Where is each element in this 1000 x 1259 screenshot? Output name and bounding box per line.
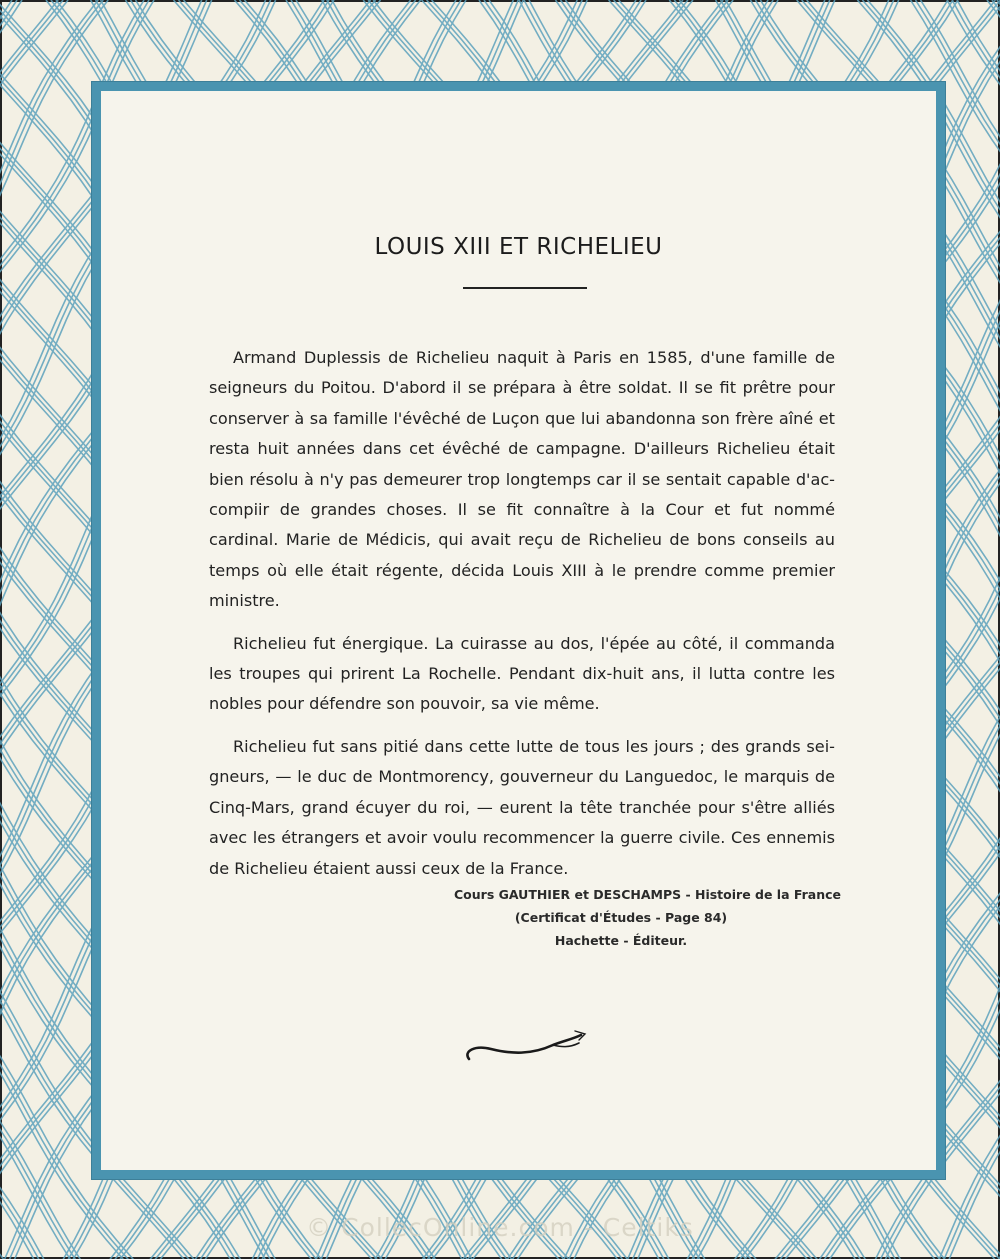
body-text — [209, 343, 835, 896]
text-frame — [92, 82, 945, 1179]
title-underline — [463, 287, 587, 289]
watermark-text: © CollecOnline.com - Celtiks — [306, 1213, 694, 1242]
paragraph-3: Richelieu fut sans pitié dans cette lutte de tous les jours ; des grands sei-gneurs, — le duc de Montmorency, gouverneur du Languedoc, le marquis de Cinq-Mars, grand écuyer du roi, — eurent la tête tranchée pour s'être alliés avec les étrangers et avoir voulu recommencer la guerre civile. Ces ennemis de Richelieu étaient aussi ceux de la France. — [209, 736, 835, 878]
flourish-ornament — [461, 1021, 591, 1071]
paragraph-2: Richelieu fut énergique. La cuirasse au dos, l'épée au côté, il commanda les troupes qui prirent La Rochelle. Pendant dix-huit ans, il lutta contre les nobles pour défendre son pouvoir, sa vie même. — [209, 633, 835, 714]
page-title: LOUIS XIII ET RICHELIEU — [374, 234, 663, 260]
paragraph-1: Armand Duplessis de Richelieu naquit à Paris en 1585, d'une famille de seigneurs du Poitou. D'abord il se prépara à être soldat. Il se fit prêtre pour conserver à sa famille l'évêché de Luçon que lui abandonna son frère aîné et resta huit années dans cet évêché de campagne. D'ailleurs Richelieu était bien résolu à n'y pas demeurer trop longtemps car il se sentait capable d'ac-compiir de grandes choses. Il se fit connaître à la Cour et fut nommé cardinal. Marie de Médicis, qui avait reçu de Richelieu de bons conseils au temps où elle était régente, décida Louis XIII à le prendre comme premier ministre. — [209, 348, 835, 611]
credit-course: Cours GAUTHIER et DESCHAMPS - Histoire de la France — [454, 887, 841, 902]
credit-certificate: (Certificat d'Études - Page 84) — [514, 910, 728, 925]
source-credits — [401, 883, 841, 952]
credit-publisher: Hachette - Éditeur. — [554, 933, 688, 948]
